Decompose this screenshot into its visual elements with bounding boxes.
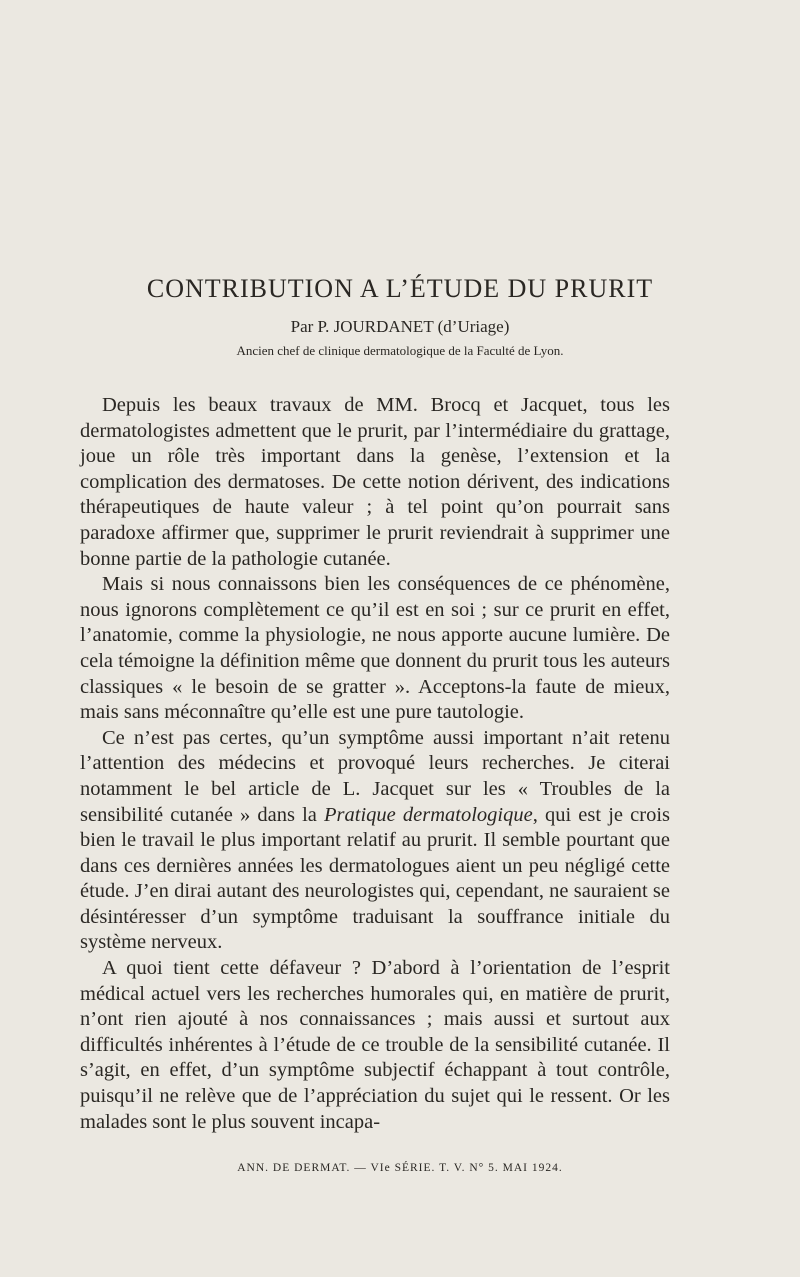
article-body: [80, 393, 670, 1135]
author-affiliation: Ancien chef de clinique dermatologique de la Faculté de Lyon.: [236, 343, 564, 358]
book-title-italic: Pratique dermatologique: [324, 803, 533, 826]
paragraph-4: A quoi tient cette défaveur ? D’abord à l’orientation de l’esprit médical actuel vers les recherches humorales qui, en matière de prurit, n’ont rien ajouté à nos connaissances ; mais aussi et surtout aux difficultés inhérentes à l’étude de ce trouble de la sensibilité cutanée. Il s’agit, en effet, d’un symptôme subjectif échappant à tout contrôle, puisqu’il ne relève que de l’appréciation du sujet qui le ressent. Or les malades sont le plus souvent incapa-: [80, 957, 670, 1133]
paragraph-1: Depuis les beaux travaux de MM. Brocq et Jacquet, tous les dermatologistes admettent que le prurit, par l’intermédiaire du grattage, joue un rôle très important dans la genèse, l’extension et la complication des dermatoses. De cette notion dérivent, des indications thérapeutiques de haute valeur ; à tel point qu’on pourrait sans paradoxe affirmer que, supprimer le prurit reviendrait à supprimer une bonne partie de la pathologie cutanée.: [80, 394, 670, 570]
paragraph-3: [80, 726, 670, 956]
paragraph-2: Mais si nous connaissons bien les conséquences de ce phénomène, nous ignorons complètement ce qu’il est en soi ; sur ce prurit en effet, l’anatomie, comme la physiologie, ne nous apporte aucune lumière. De cela témoigne la définition même que donnent du prurit tous les auteurs classiques « le besoin de se gratter ». Acceptons-la faute de mieux, mais sans méconnaître qu’elle est une pure tautologie.: [80, 573, 670, 724]
paragraph-3-text-end: , qui est je crois bien le travail le plus important relatif au prurit. Il semble pourtant que dans ces dernières années les dermatologues aient un peu négligé cette étude. J’en dirai autant des neurologistes qui, cependant, ne sauraient se désintéresser d’un symptôme traduisant la souffrance initiale du système nerveux.: [80, 803, 670, 954]
article-author: Par P. JOURDANET (d’Uriage): [290, 317, 510, 336]
article-title: CONTRIBUTION A L’ÉTUDE DU PRURIT: [146, 274, 654, 304]
page-footer-citation: ANN. DE DERMAT. — VIe SÉRIE. T. V. N° 5. MAI 1924.: [237, 1162, 563, 1174]
paragraph-3-text-start: Ce n’est pas certes, qu’un symptôme aussi important n’ait retenu l’attention des médecins et provoqué leurs recherches. Je citerai notamment le bel article de L. Jacquet sur les « Troubles de la sensibilité cutanée » dans la: [80, 726, 670, 826]
